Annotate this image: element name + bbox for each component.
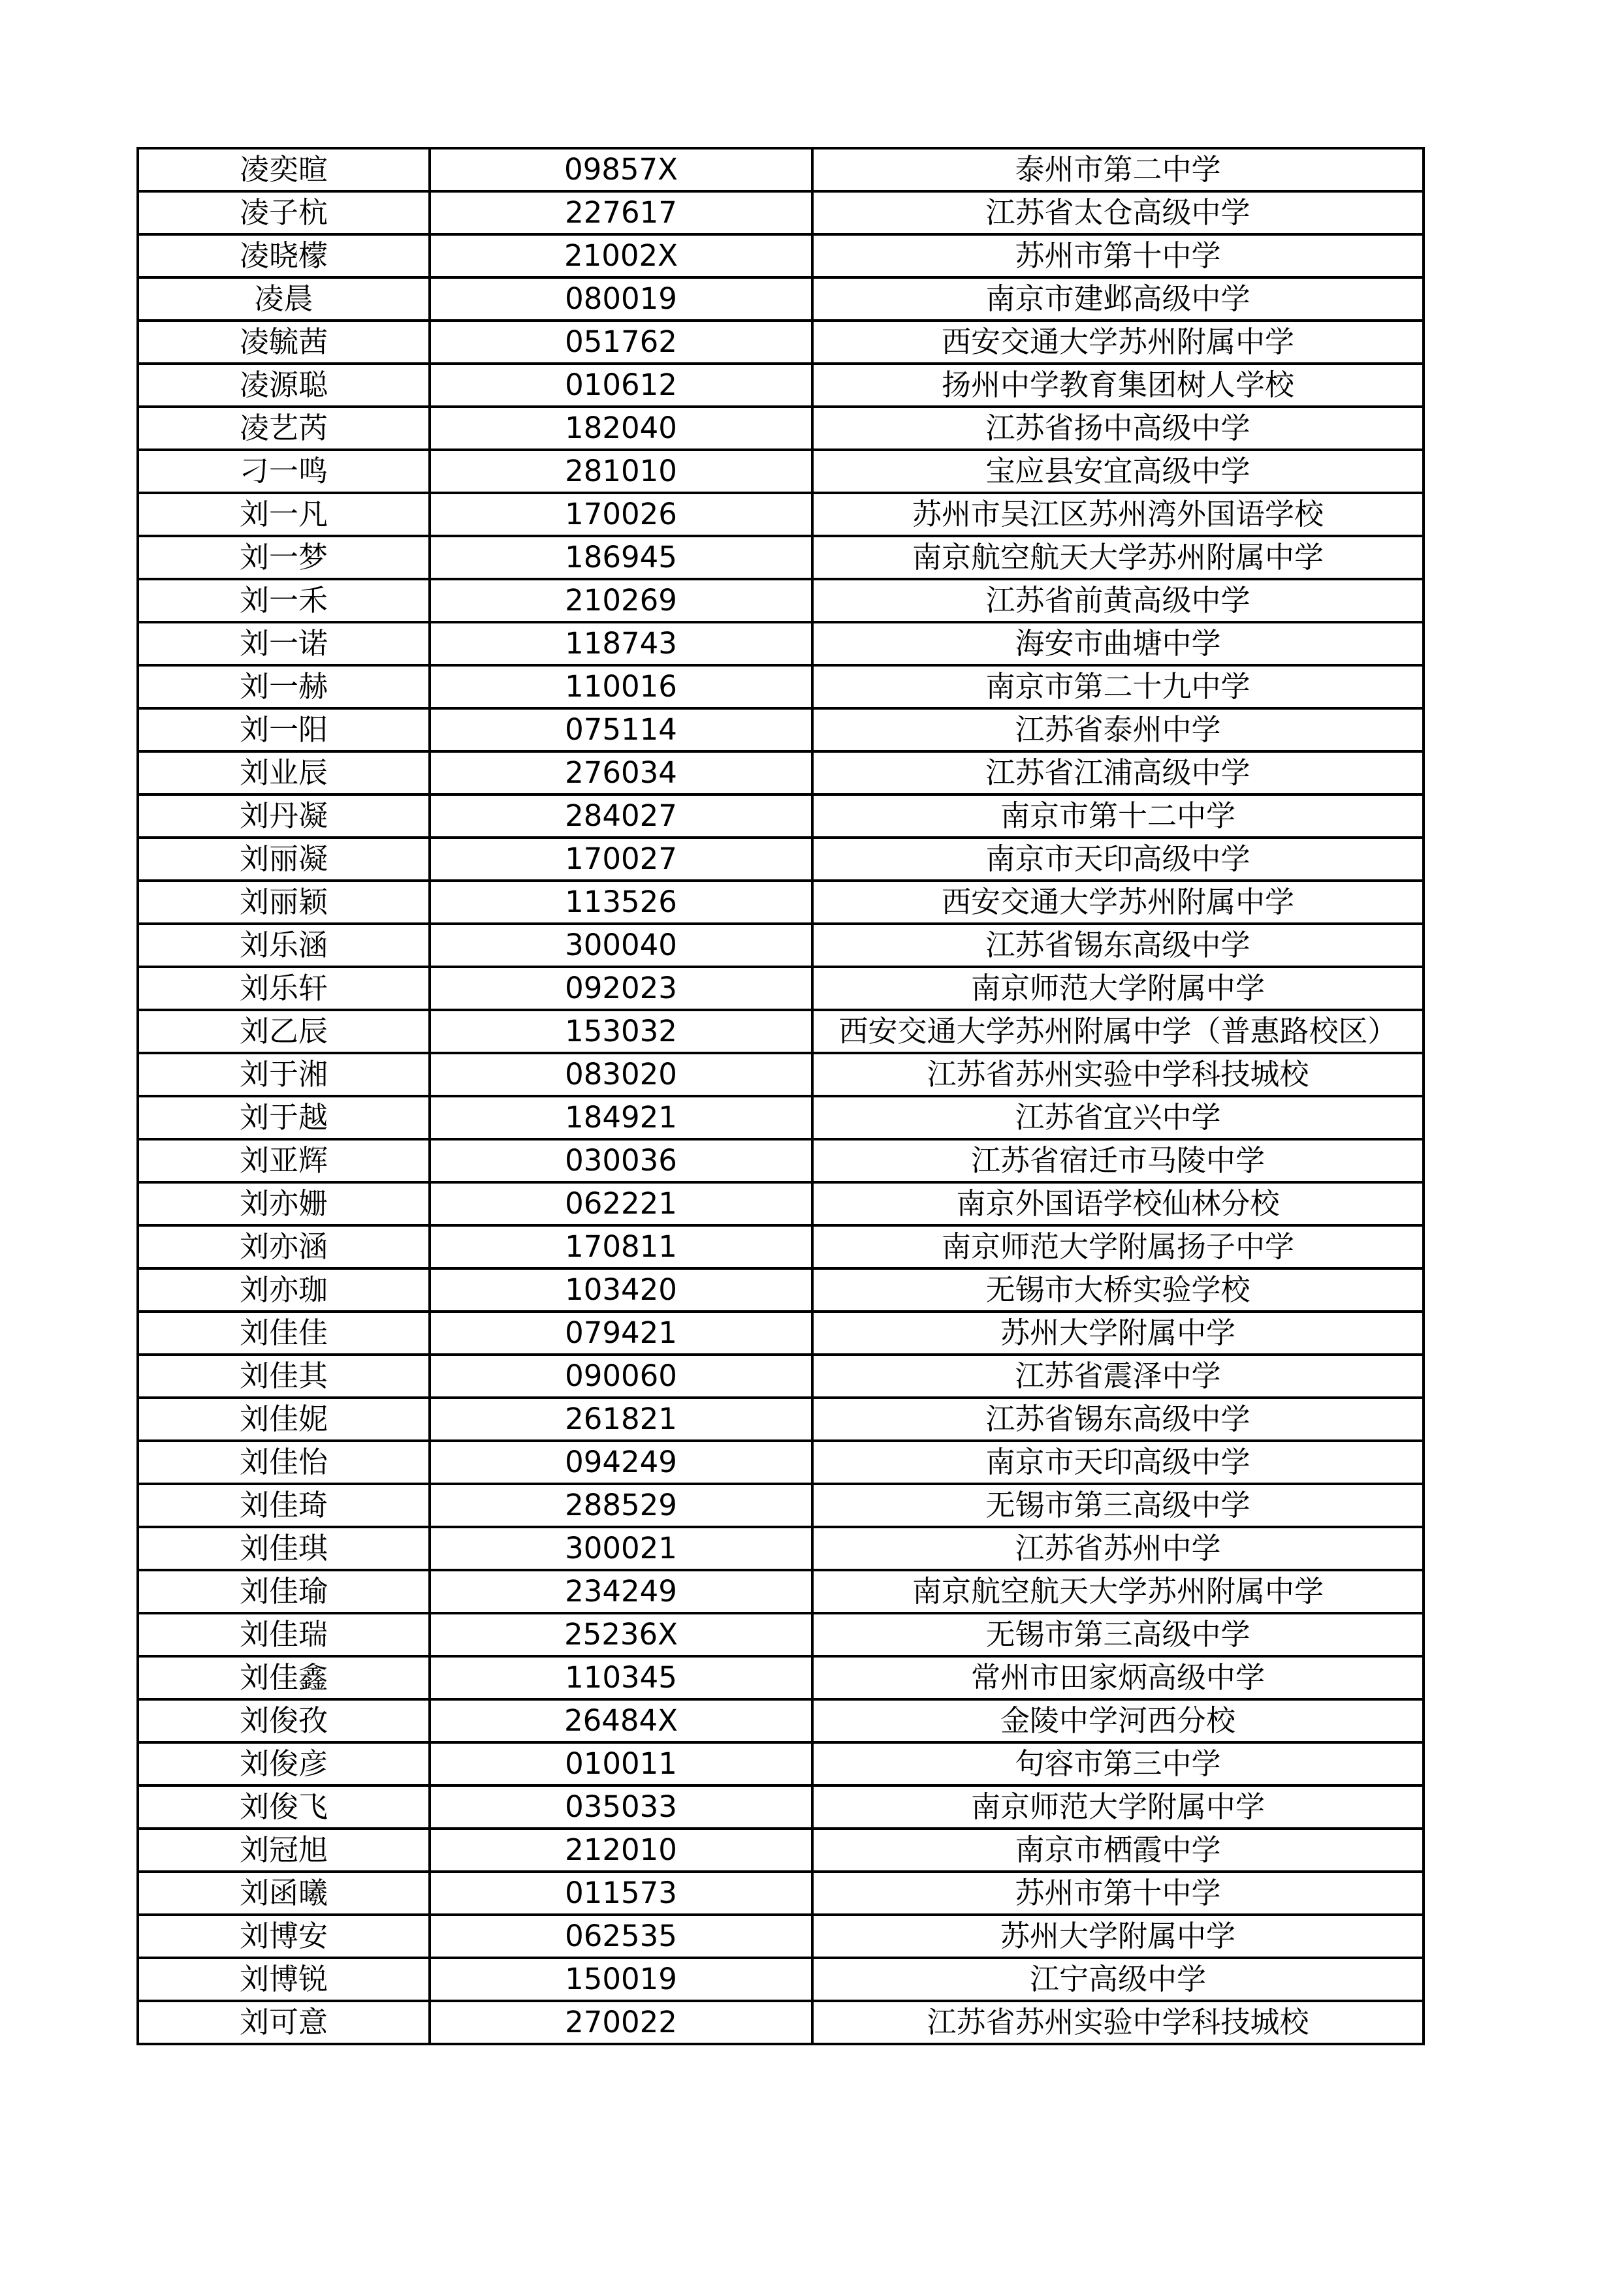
school-cell: 江苏省前黄高级中学 (812, 579, 1424, 622)
id-number-cell: 300040 (430, 924, 812, 967)
school-cell: 南京市第十二中学 (812, 794, 1424, 838)
table-row (138, 1441, 1424, 1484)
school-cell: 泰州市第二中学 (812, 148, 1424, 191)
name-cell: 刘于越 (138, 1096, 430, 1139)
school-cell: 海安市曲塘中学 (812, 622, 1424, 665)
table-row (138, 1484, 1424, 1527)
name-cell: 刘亦姗 (138, 1182, 430, 1225)
table-row (138, 579, 1424, 622)
name-cell: 刘一凡 (138, 493, 430, 536)
id-number-cell: 113526 (430, 881, 812, 924)
table-row (138, 407, 1424, 450)
school-cell: 江苏省锡东高级中学 (812, 1398, 1424, 1441)
school-cell: 江苏省宿迁市马陵中学 (812, 1139, 1424, 1182)
name-cell: 刘一梦 (138, 536, 430, 579)
table-row (138, 1398, 1424, 1441)
name-cell: 凌艺芮 (138, 407, 430, 450)
name-cell: 刘一阳 (138, 708, 430, 751)
id-number-cell: 010011 (430, 1742, 812, 1785)
name-cell: 刘博安 (138, 1915, 430, 1958)
name-cell: 刘俊飞 (138, 1785, 430, 1829)
school-cell: 南京师范大学附属扬子中学 (812, 1225, 1424, 1268)
name-cell: 刘佳琦 (138, 1484, 430, 1527)
table-row (138, 191, 1424, 234)
table-row (138, 493, 1424, 536)
name-cell: 刘一诺 (138, 622, 430, 665)
school-cell: 南京市第二十九中学 (812, 665, 1424, 708)
table-row (138, 1355, 1424, 1398)
id-number-cell: 090060 (430, 1355, 812, 1398)
name-cell: 凌晨 (138, 277, 430, 321)
name-cell: 刘一禾 (138, 579, 430, 622)
school-cell: 江宁高级中学 (812, 1958, 1424, 2001)
id-number-cell: 26484X (430, 1699, 812, 1742)
name-cell: 凌毓茜 (138, 321, 430, 364)
roster-table (136, 147, 1425, 2045)
name-cell: 刁一鸣 (138, 450, 430, 493)
school-cell: 常州市田家炳高级中学 (812, 1656, 1424, 1699)
id-number-cell: 288529 (430, 1484, 812, 1527)
id-number-cell: 227617 (430, 191, 812, 234)
name-cell: 刘亦珈 (138, 1268, 430, 1312)
id-number-cell: 092023 (430, 967, 812, 1010)
id-number-cell: 212010 (430, 1829, 812, 1872)
id-number-cell: 118743 (430, 622, 812, 665)
table-row (138, 924, 1424, 967)
table-row (138, 1268, 1424, 1312)
id-number-cell: 079421 (430, 1312, 812, 1355)
table-row (138, 1053, 1424, 1096)
table-row (138, 277, 1424, 321)
id-number-cell: 09857X (430, 148, 812, 191)
school-cell: 无锡市第三高级中学 (812, 1613, 1424, 1656)
school-cell: 南京航空航天大学苏州附属中学 (812, 1570, 1424, 1613)
name-cell: 凌晓檬 (138, 234, 430, 277)
table-row (138, 1096, 1424, 1139)
name-cell: 刘函曦 (138, 1872, 430, 1915)
name-cell: 刘业辰 (138, 751, 430, 794)
name-cell: 凌奕暄 (138, 148, 430, 191)
id-number-cell: 062535 (430, 1915, 812, 1958)
id-number-cell: 276034 (430, 751, 812, 794)
school-cell: 扬州中学教育集团树人学校 (812, 364, 1424, 407)
table-row (138, 1010, 1424, 1053)
id-number-cell: 103420 (430, 1268, 812, 1312)
table-row (138, 1182, 1424, 1225)
id-number-cell: 284027 (430, 794, 812, 838)
school-cell: 苏州大学附属中学 (812, 1915, 1424, 1958)
name-cell: 刘冠旭 (138, 1829, 430, 1872)
id-number-cell: 170026 (430, 493, 812, 536)
id-number-cell: 300021 (430, 1527, 812, 1570)
school-cell: 西安交通大学苏州附属中学 (812, 881, 1424, 924)
school-cell: 南京市建邺高级中学 (812, 277, 1424, 321)
name-cell: 刘乙辰 (138, 1010, 430, 1053)
name-cell: 刘佳瑞 (138, 1613, 430, 1656)
table-row (138, 838, 1424, 881)
table-row (138, 450, 1424, 493)
school-cell: 江苏省苏州中学 (812, 1527, 1424, 1570)
id-number-cell: 075114 (430, 708, 812, 751)
name-cell: 刘佳瑜 (138, 1570, 430, 1613)
table-row (138, 1225, 1424, 1268)
name-cell: 刘丽凝 (138, 838, 430, 881)
table-row (138, 1699, 1424, 1742)
school-cell: 苏州大学附属中学 (812, 1312, 1424, 1355)
school-cell: 江苏省宜兴中学 (812, 1096, 1424, 1139)
table-row (138, 665, 1424, 708)
school-cell: 南京市栖霞中学 (812, 1829, 1424, 1872)
name-cell: 刘佳佳 (138, 1312, 430, 1355)
table-row (138, 751, 1424, 794)
name-cell: 刘佳鑫 (138, 1656, 430, 1699)
id-number-cell: 170027 (430, 838, 812, 881)
school-cell: 无锡市第三高级中学 (812, 1484, 1424, 1527)
name-cell: 刘于湘 (138, 1053, 430, 1096)
school-cell: 金陵中学河西分校 (812, 1699, 1424, 1742)
name-cell: 刘乐轩 (138, 967, 430, 1010)
table-row (138, 1613, 1424, 1656)
id-number-cell: 186945 (430, 536, 812, 579)
school-cell: 南京航空航天大学苏州附属中学 (812, 536, 1424, 579)
school-cell: 苏州市第十中学 (812, 1872, 1424, 1915)
name-cell: 刘亚辉 (138, 1139, 430, 1182)
school-cell: 南京外国语学校仙林分校 (812, 1182, 1424, 1225)
id-number-cell: 011573 (430, 1872, 812, 1915)
school-cell: 江苏省锡东高级中学 (812, 924, 1424, 967)
table-row (138, 234, 1424, 277)
roster-sheet (136, 147, 1422, 2045)
table-row (138, 1527, 1424, 1570)
school-cell: 江苏省江浦高级中学 (812, 751, 1424, 794)
id-number-cell: 062221 (430, 1182, 812, 1225)
table-row (138, 622, 1424, 665)
name-cell: 刘亦涵 (138, 1225, 430, 1268)
table-row (138, 1829, 1424, 1872)
table-row (138, 1872, 1424, 1915)
school-cell: 江苏省苏州实验中学科技城校 (812, 1053, 1424, 1096)
school-cell: 西安交通大学苏州附属中学 (812, 321, 1424, 364)
table-row (138, 364, 1424, 407)
id-number-cell: 110345 (430, 1656, 812, 1699)
id-number-cell: 21002X (430, 234, 812, 277)
table-row (138, 1742, 1424, 1785)
school-cell: 无锡市大桥实验学校 (812, 1268, 1424, 1312)
school-cell: 南京市天印高级中学 (812, 838, 1424, 881)
table-row (138, 881, 1424, 924)
name-cell: 刘俊彦 (138, 1742, 430, 1785)
id-number-cell: 281010 (430, 450, 812, 493)
name-cell: 凌子杭 (138, 191, 430, 234)
id-number-cell: 083020 (430, 1053, 812, 1096)
table-row (138, 1915, 1424, 1958)
id-number-cell: 030036 (430, 1139, 812, 1182)
table-row (138, 967, 1424, 1010)
school-cell: 江苏省太仓高级中学 (812, 191, 1424, 234)
id-number-cell: 035033 (430, 1785, 812, 1829)
name-cell: 刘俊孜 (138, 1699, 430, 1742)
name-cell: 刘佳妮 (138, 1398, 430, 1441)
school-cell: 江苏省扬中高级中学 (812, 407, 1424, 450)
id-number-cell: 184921 (430, 1096, 812, 1139)
id-number-cell: 170811 (430, 1225, 812, 1268)
school-cell: 南京师范大学附属中学 (812, 967, 1424, 1010)
name-cell: 刘一赫 (138, 665, 430, 708)
id-number-cell: 210269 (430, 579, 812, 622)
id-number-cell: 261821 (430, 1398, 812, 1441)
name-cell: 刘乐涵 (138, 924, 430, 967)
table-row (138, 794, 1424, 838)
table-row (138, 1312, 1424, 1355)
id-number-cell: 182040 (430, 407, 812, 450)
school-cell: 南京市天印高级中学 (812, 1441, 1424, 1484)
table-row (138, 1958, 1424, 2001)
id-number-cell: 010612 (430, 364, 812, 407)
table-row (138, 148, 1424, 191)
name-cell: 刘佳其 (138, 1355, 430, 1398)
school-cell: 苏州市吴江区苏州湾外国语学校 (812, 493, 1424, 536)
id-number-cell: 094249 (430, 1441, 812, 1484)
id-number-cell: 153032 (430, 1010, 812, 1053)
name-cell: 刘丹凝 (138, 794, 430, 838)
school-cell: 苏州市第十中学 (812, 234, 1424, 277)
name-cell: 凌源聪 (138, 364, 430, 407)
name-cell: 刘博锐 (138, 1958, 430, 2001)
name-cell: 刘佳怡 (138, 1441, 430, 1484)
name-cell: 刘佳琪 (138, 1527, 430, 1570)
school-cell: 句容市第三中学 (812, 1742, 1424, 1785)
id-number-cell: 051762 (430, 321, 812, 364)
school-cell: 江苏省泰州中学 (812, 708, 1424, 751)
table-row (138, 708, 1424, 751)
school-cell: 南京师范大学附属中学 (812, 1785, 1424, 1829)
id-number-cell: 270022 (430, 2001, 812, 2044)
table-row (138, 1656, 1424, 1699)
name-cell: 刘丽颖 (138, 881, 430, 924)
table-row (138, 1570, 1424, 1613)
table-row (138, 321, 1424, 364)
table-row (138, 1785, 1424, 1829)
school-cell: 西安交通大学苏州附属中学（普惠路校区） (812, 1010, 1424, 1053)
table-row (138, 2001, 1424, 2044)
id-number-cell: 110016 (430, 665, 812, 708)
school-cell: 江苏省震泽中学 (812, 1355, 1424, 1398)
school-cell: 宝应县安宜高级中学 (812, 450, 1424, 493)
school-cell: 江苏省苏州实验中学科技城校 (812, 2001, 1424, 2044)
id-number-cell: 234249 (430, 1570, 812, 1613)
table-row (138, 1139, 1424, 1182)
name-cell: 刘可意 (138, 2001, 430, 2044)
id-number-cell: 080019 (430, 277, 812, 321)
id-number-cell: 25236X (430, 1613, 812, 1656)
id-number-cell: 150019 (430, 1958, 812, 2001)
roster-body (138, 148, 1424, 2044)
table-row (138, 536, 1424, 579)
